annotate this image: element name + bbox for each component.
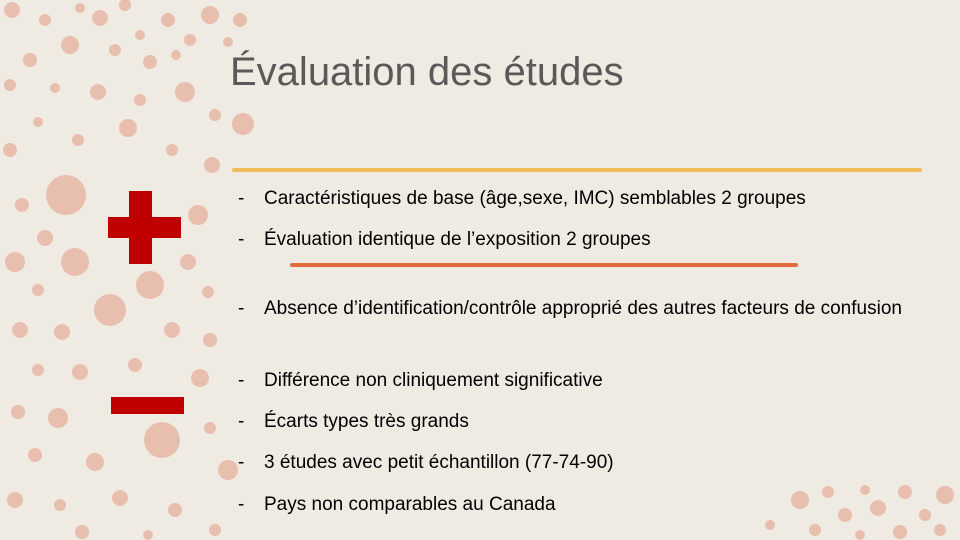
bullet-text: Évaluation identique de l’exposition 2 groupes bbox=[264, 229, 651, 250]
list-item bbox=[238, 407, 928, 437]
bullet-marker: - bbox=[238, 188, 245, 209]
accent-rule-middle bbox=[290, 263, 798, 267]
page-title: Évaluation des études bbox=[230, 50, 624, 94]
list-item bbox=[238, 366, 928, 396]
bullet-marker: - bbox=[238, 411, 245, 432]
minus-sign-icon bbox=[111, 397, 184, 414]
list-item bbox=[238, 184, 928, 214]
bullet-marker: - bbox=[238, 370, 245, 391]
list-item bbox=[238, 225, 928, 255]
bullet-marker: - bbox=[238, 494, 245, 515]
bullet-text: 3 études avec petit échantillon (77-74-90) bbox=[264, 452, 614, 473]
accent-rule-top bbox=[232, 168, 922, 172]
bullet-marker: - bbox=[238, 298, 245, 319]
bullet-marker: - bbox=[238, 452, 245, 473]
list-item bbox=[238, 294, 928, 324]
list-item bbox=[238, 448, 928, 478]
bullet-text: Différence non cliniquement significative bbox=[264, 370, 603, 391]
bullet-marker: - bbox=[238, 229, 245, 250]
bullet-text: Pays non comparables au Canada bbox=[264, 494, 556, 515]
bullet-text: Caractéristiques de base (âge,sexe, IMC) semblables 2 groupes bbox=[264, 188, 806, 209]
bullet-text: Écarts types très grands bbox=[264, 411, 469, 432]
bullet-text: Absence d’identification/contrôle approprié des autres facteurs de confusion bbox=[264, 298, 902, 319]
list-item bbox=[238, 490, 928, 520]
